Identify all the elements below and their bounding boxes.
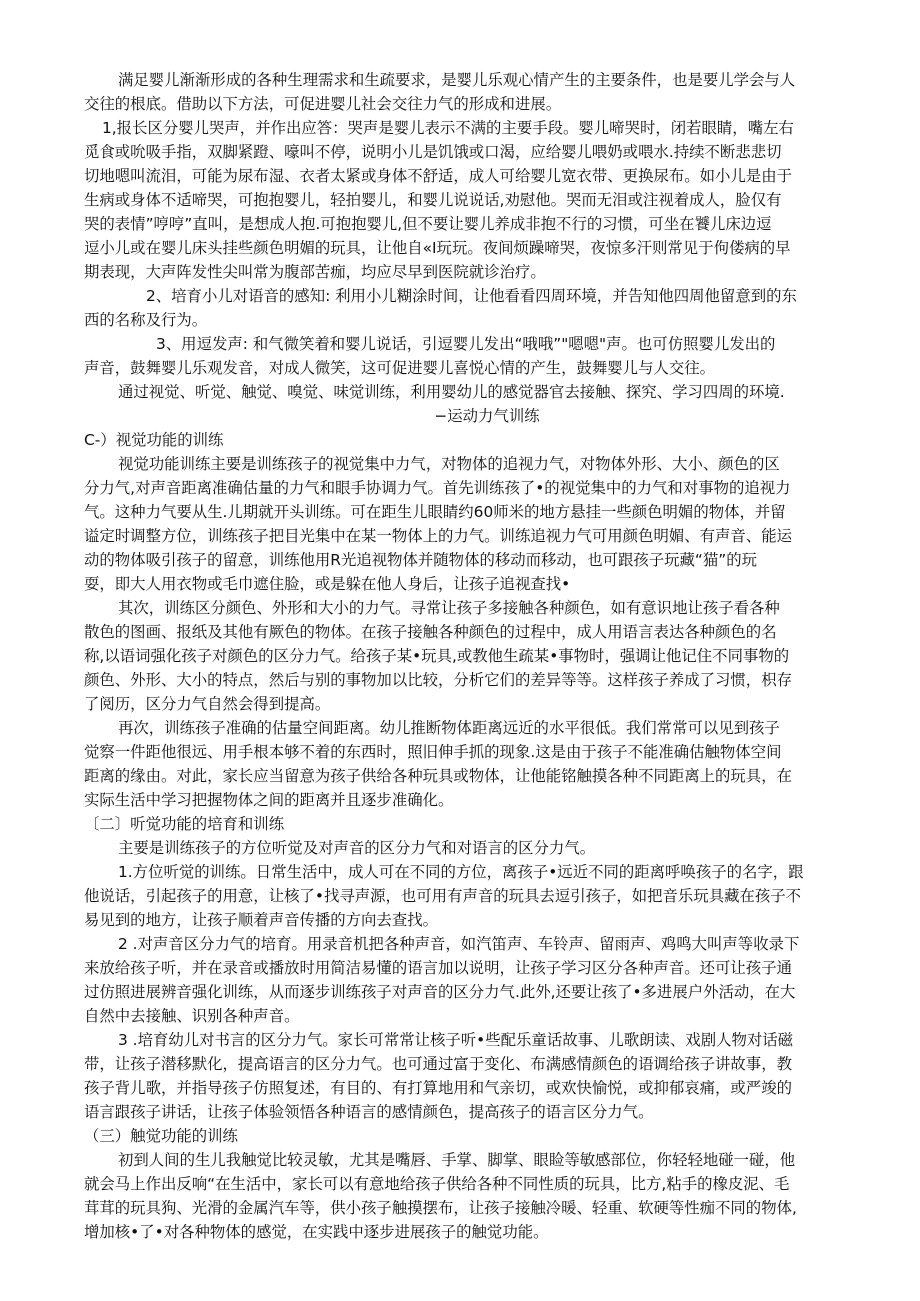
section-title-hearing: 〔二〕听觉功能的培育和训练 xyxy=(84,815,285,833)
text-line: 他说话，引起孩子的用意，让核了•找寻声源，也可用有声音的玩具去逗引孩子，如把音乐玩具藏在孩子不 xyxy=(84,887,802,905)
hearing-paragraph-1 xyxy=(84,860,870,932)
text-line: 易见到的地方，让孩子顺着声音传播的方向去查找。 xyxy=(84,911,438,929)
text-line: 视觉功能训练主要是训练孩子的视觉集中力气，对物体的追视力气，对物体外形、大小、颜色的区 xyxy=(118,455,780,473)
text-line: 颜色、外形、大小的特点，然后与别的事物加以比较，分析它们的差异等等。这样孩子养成了习惯，枳存 xyxy=(84,671,792,689)
text-line: 增加核•了•对各种物体的感觉，在实践中逐步进展孩子的触觉功能。 xyxy=(84,1223,549,1241)
item1-paragraph xyxy=(84,116,870,284)
hearing-intro: 主要是训练孩子的方位听觉及对声音的区分力气和对语言的区分力气。 xyxy=(118,839,596,857)
text-line: 耍，即大人用衣物或毛巾遮住脸，或是躲在他人身后，让孩子追视查找• xyxy=(84,575,571,593)
text-line: 自然中去接触、识别各种声音。 xyxy=(84,1007,300,1025)
text-line: 西的名称及行为。 xyxy=(84,311,208,329)
visual-paragraph-3 xyxy=(84,716,870,812)
touch-paragraph-1 xyxy=(84,1148,870,1244)
hearing-paragraph-2 xyxy=(84,932,870,1028)
text-line: 称,以语词强化孩子对颜色的区分力气。给孩子某•玩具,或教他生疏某•事物时，强调让他记住不同事物的 xyxy=(84,647,790,665)
text-line: 带，让孩子潜移默化，提高语言的区分力气。也可通过富于变化、布满感情颜色的语调给孩子讲故事，教 xyxy=(84,1055,792,1073)
text-line: 过仿照进展辨音强化训练，从而逐步训练孩子对声音的区分力气.此外,还要让孩了•多进展户外活动，在大 xyxy=(84,983,796,1001)
senses-intro: 通过视觉、听觉、触觉、嗅觉、味觉训练，利用婴幼儿的感觉器官去接触、探究、学习四周的环境. xyxy=(118,383,785,401)
text-line: 再次，训练孩子准确的估量空间距离。幼儿推断物体距离远近的水平很低。我们常常可以见到孩子 xyxy=(118,719,780,737)
text-line: 孩子背儿歌，并指导孩子仿照复述，有目的、有打算地用和气亲切，或欢快愉悦，或抑郁哀痛，或严竣的 xyxy=(84,1079,792,1097)
text-line: 哭的表情”哼哼”直叫，是想成人抱.可抱抱婴儿,但不要让婴儿养成非抱不行的习惯，可坐在饕儿床边逗 xyxy=(84,215,772,233)
text-line: 初到人间的生儿我触觉比较灵敏，尤其是嘴唇、手掌、脚掌、眼睑等敏感部位，你轻轻地碰一碰，他 xyxy=(118,1151,796,1169)
item3-paragraph xyxy=(84,332,870,380)
text-line: 逗小儿或在婴儿床头挂些颜色明媚的玩具，让他自«I玩玩。夜间烦躁啼哭，夜惊多汗则常见于佝偻病的早 xyxy=(84,239,791,257)
text-line: 就会马上作出反响“在生活中，家长可以有意地给孩子供给各种不同性质的玩具，比方,粘手的橡皮泥、毛 xyxy=(84,1175,790,1193)
text-line: 满足婴儿渐渐形成的各种生理需求和生疏要求，是婴儿乐观心情产生的主要条件，也是要儿学会与人 xyxy=(118,71,796,89)
text-line: 1,报长区分婴儿哭声，并作出应答：哭声是婴儿表示不满的主要手段。婴儿啼哭时，闭若眼睛，嘴左右 xyxy=(102,119,794,137)
text-line: 3、用逗发声: 和气微笑着和婴儿说话，引逗婴儿发出“哦哦”"嗯嗯"声。也可仿照婴儿发出的 xyxy=(156,335,776,353)
text-line: 觅食或吮吸手指，双脚紧蹬、嚎叫不停，说明小儿是饥饿或口渴，应给婴儿喂奶或喂水.持续不断悲悲切 xyxy=(84,143,782,161)
text-line: 实际生活中学习把握物体之间的距离并且逐步准确化。 xyxy=(84,791,454,809)
text-line: 觉察一件距他很远、用手根本够不着的东西时，照旧伸手抓的现象.这是由于孩子不能准确估触物体空间 xyxy=(84,743,782,761)
text-line: 距离的缘由。对此，家长应当留意为孩子供给各种玩具或物体，让他能铭触摸各种不同距离上的玩具，在 xyxy=(84,767,792,785)
document-page xyxy=(84,68,870,1244)
section-title-visual: C-）视觉功能的训练 xyxy=(84,431,224,449)
text-line: 散色的图画、报纸及其他有厥色的物体。在孩子接触各种颜色的过程中，成人用语言表达各种颜色的名 xyxy=(84,623,777,641)
text-line: 了阅历，区分力气自然会得到提高。 xyxy=(84,695,331,713)
text-line: 分力气,对声音距离准确估量的力气和眼手协调力气。首先训练孩了•的视觉集中的力气和对事物的追视力 xyxy=(84,479,791,497)
text-line: 1.方位听觉的训练。日常生活中，成人可在不同的方位，离孩子•远近不同的距离呼唤孩子的名字，跟 xyxy=(118,863,804,881)
text-line: 2 .对声音区分力气的培育。用录音机把各种声音，如汽笛声、车铃声、留雨声、鸡鸣大叫声等收录下 xyxy=(118,935,800,953)
text-line: 语言跟孩子讲话，让孩子体验领悟各种语言的感情颜色，提高孩子的语言区分力气。 xyxy=(84,1103,654,1121)
intro-paragraph xyxy=(84,68,870,116)
text-line: 气。这种力气要从生.儿期就开头训练。可在距生儿眼睛约60师米的地方悬挂一些颜色明媚的物体，并留 xyxy=(84,503,786,521)
text-line: 动的物体吸引孩子的留意，训练他用R光追视物体并随物体的移动而移动，也可跟孩子玩藏“猫”的玩 xyxy=(84,551,758,569)
text-line: 2、培育小儿对语音的感知: 利用小儿糊涂时间，让他看看四周环境，并告知他四周他留意到的东 xyxy=(146,287,797,305)
text-line: 期表现，大声阵发性尖叫常为腹部苦痂，均应尽早到医院就诊治疗。 xyxy=(84,263,546,281)
text-line: 切地嗯叫流泪，可能为尿布湿、衣者太紧或身体不舒适，成人可给婴儿宽衣带、更换尿布。如小儿是由于 xyxy=(84,167,792,185)
text-line: 其次，训练区分颜色、外形和大小的力气。寻常让孩子多接触各种颜色，如有意识地让孩子看各种 xyxy=(118,599,780,617)
text-line: 声音，鼓舞婴儿乐观发音，对成人微笑，这可促进婴儿喜悦心情的产生，鼓舞婴儿与人交往。 xyxy=(84,359,716,377)
item2-paragraph xyxy=(84,284,870,332)
text-line: 生病或身体不适啼哭，可抱抱婴儿，轻拍婴儿，和婴儿说说话,劝慰他。哭而无泪或注视着成人，脸仅有 xyxy=(84,191,782,209)
text-line: 3 .培育幼儿对书言的区分力气。家长可常常让核子听•些配乐童话故事、儿歌朗读、戏剧人物对话磁 xyxy=(118,1031,794,1049)
text-line: 茸茸的玩具狗、光滑的金属汽车等，供小孩子触摸摆布，让孩子接触冷暖、轻重、软硬等性痂不同的物体, xyxy=(84,1199,797,1217)
hearing-paragraph-3 xyxy=(84,1028,870,1124)
section-title-touch: （三）触觉功能的训练 xyxy=(84,1127,238,1145)
text-line: 谥定时调整方位，训练孩子把目光集中在某一物体上的力气。训练追视力气可用颜色明媚、有声音、能运 xyxy=(84,527,792,545)
text-line: 来放给孩子听，并在录音或播放时用简洁易懂的语言加以说明，让孩子学习区分各种声音。还可让孩子通 xyxy=(84,959,792,977)
visual-paragraph-2 xyxy=(84,596,870,716)
section-heading: −运动力气训练 xyxy=(434,407,540,425)
visual-paragraph-1 xyxy=(84,452,870,596)
text-line: 交往的根底。借助以下方法，可促进婴儿社会交往力气的形成和进展。 xyxy=(84,95,562,113)
